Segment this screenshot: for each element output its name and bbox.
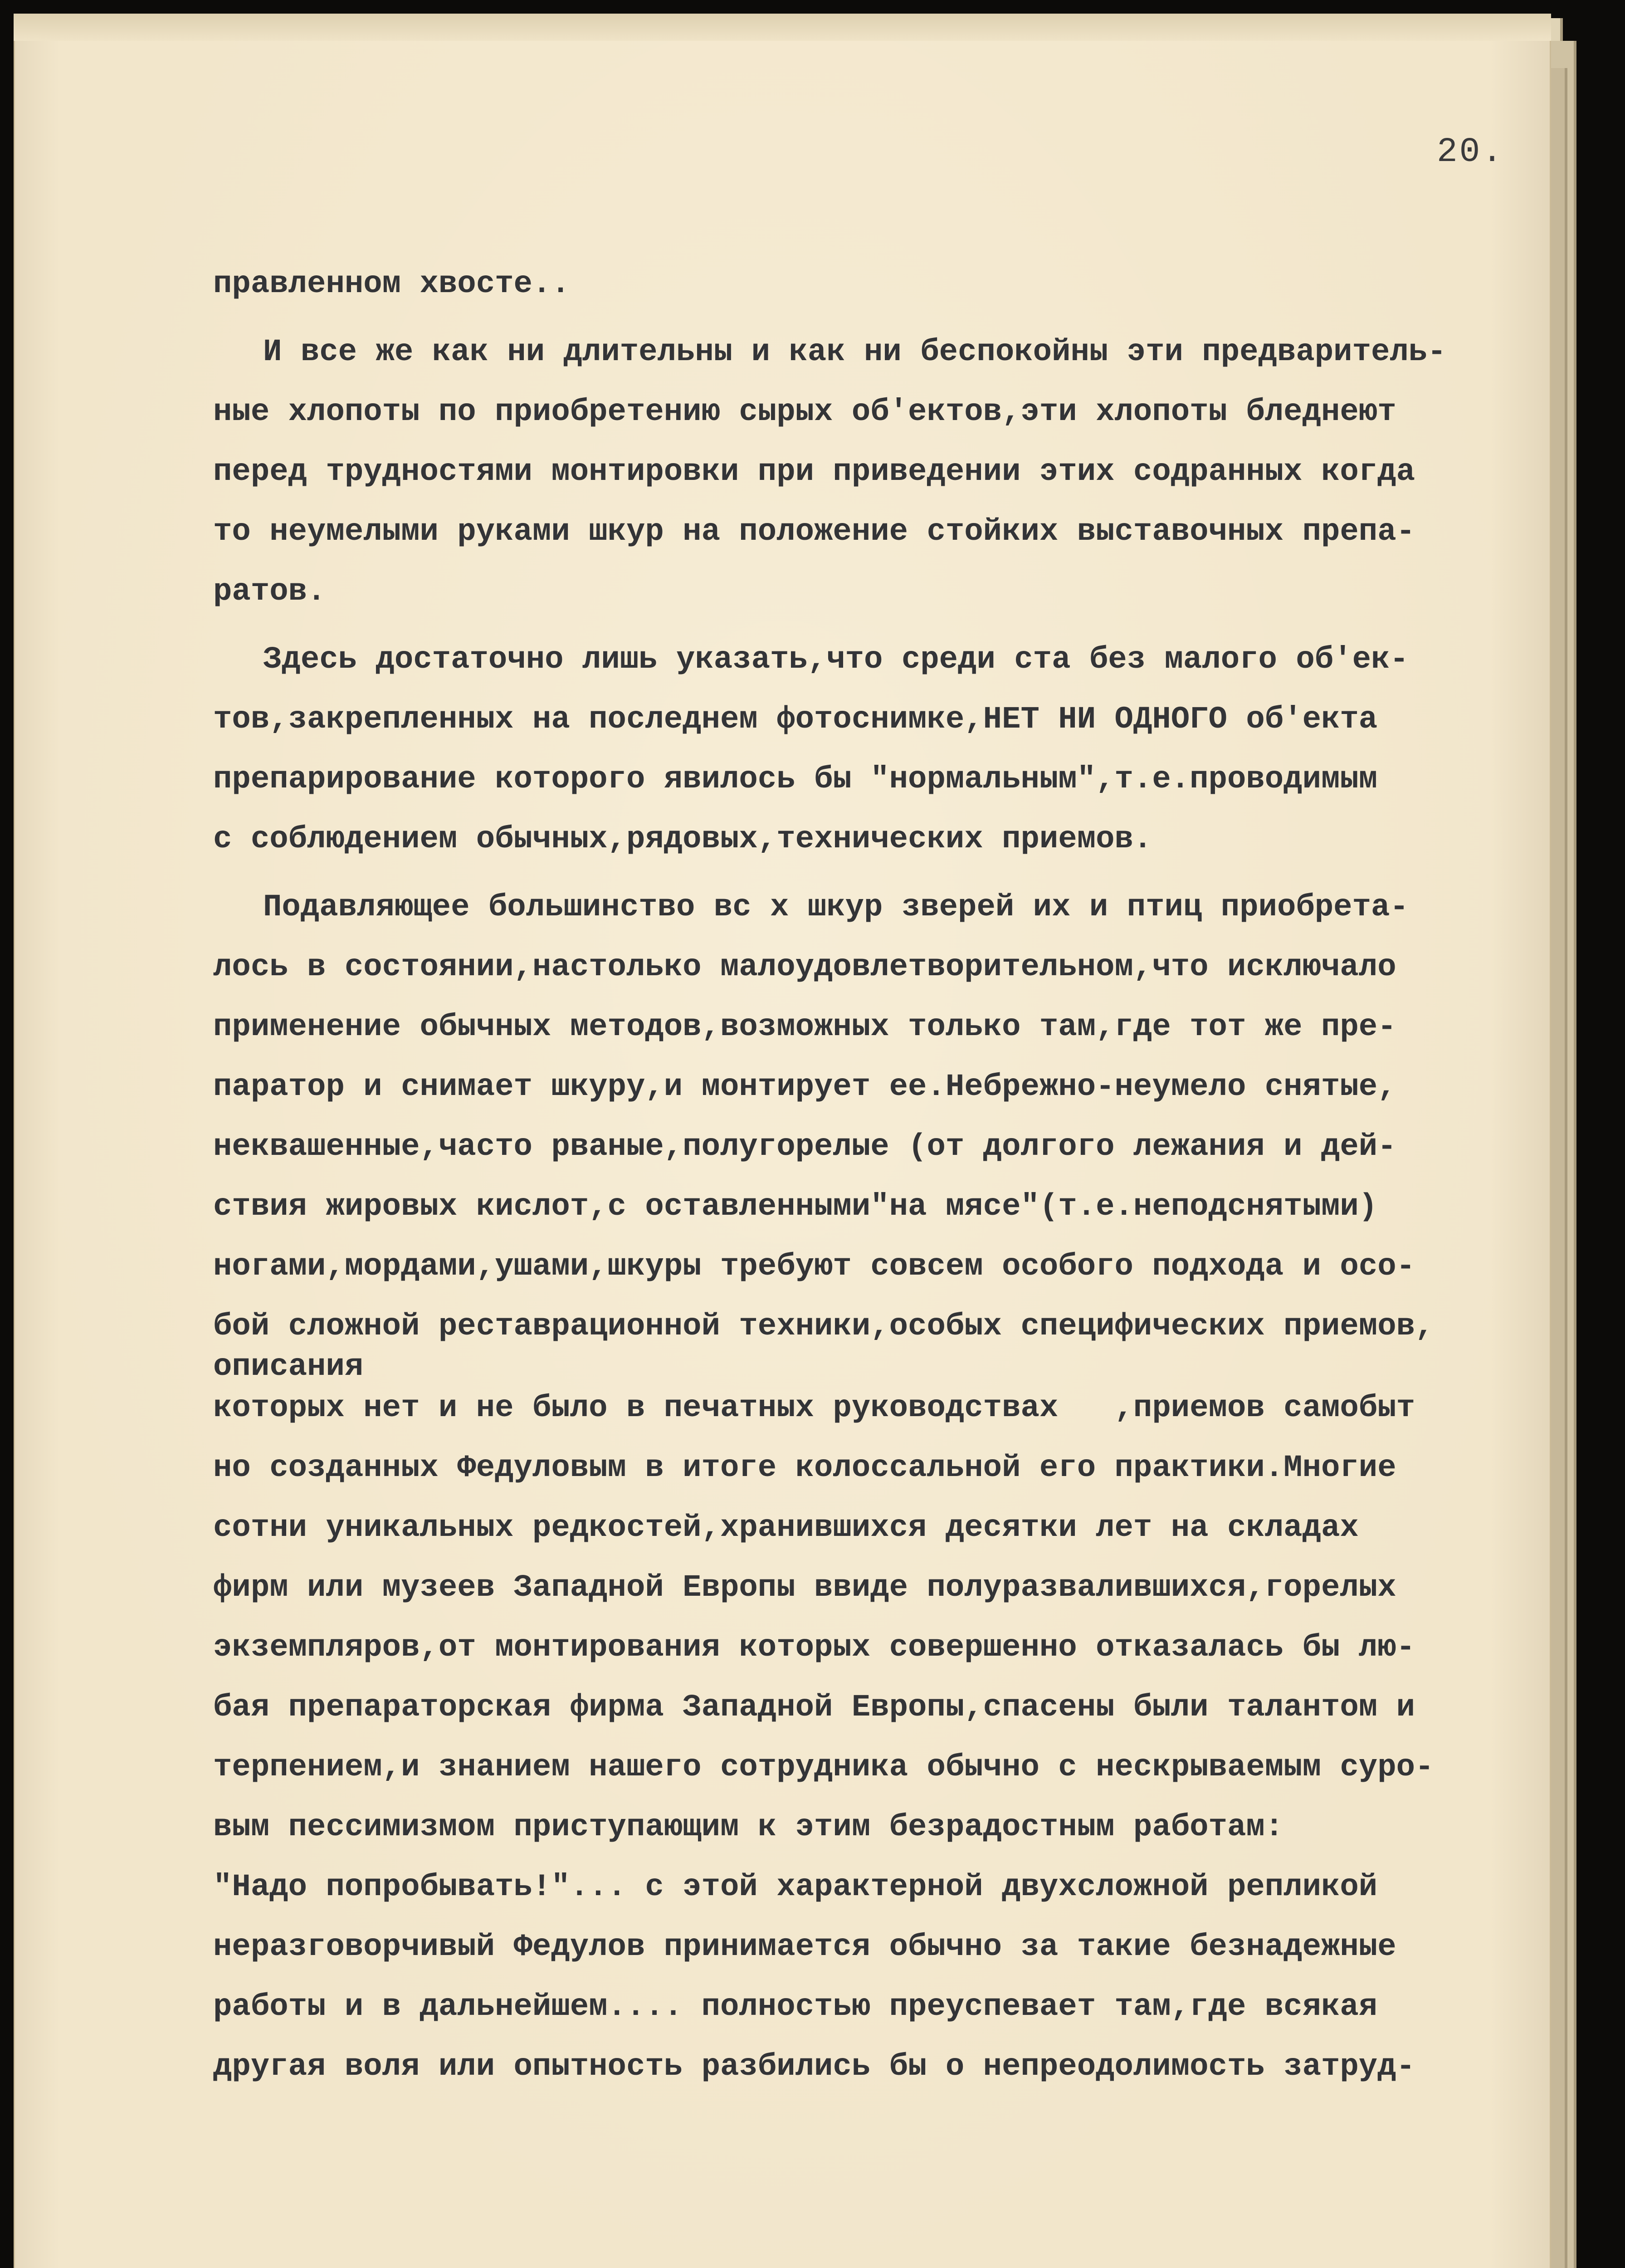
text-line: препарирование которого явилось бы "нормальным",т.е.проводимым bbox=[213, 762, 1378, 797]
text-line: бая препараторская фирма Западной Европы,спасены были талантом и bbox=[213, 1690, 1415, 1725]
text-line: применение обычных методов,возможных только там,где тот же пре- bbox=[213, 1009, 1396, 1045]
text-line: которых нет и не было в печатных руководствах ,приемов самобыт bbox=[213, 1390, 1415, 1426]
text-line: перед трудностями монтировки при приведении этих содранных когда bbox=[213, 454, 1415, 489]
text-line: другая воля или опытность разбились бы о непреодолимость затруд- bbox=[213, 2049, 1415, 2084]
text-line: ствия жировых кислот,с оставленными"на мясе"(т.е.неподснятыми) bbox=[213, 1189, 1378, 1224]
text-line: но созданных Федуловым в итоге колоссальной его практики.Многие bbox=[213, 1450, 1396, 1486]
text-line: тов,закрепленных на последнем фотоснимке,НЕТ НИ ОДНОГО об'екта bbox=[213, 702, 1378, 737]
text-line: лось в состоянии,настолько малоудовлетворительном,что исключало bbox=[213, 949, 1396, 985]
text-line: терпением,и знанием нашего сотрудника обычно с нескрываемым суро- bbox=[213, 1750, 1434, 1785]
text-line: работы и в дальнейшем.... полностью преуспевает там,где всякая bbox=[213, 1989, 1378, 2024]
text-line: с соблюдением обычных,рядовых,технических приемов. bbox=[213, 821, 1152, 857]
text-line: бой сложной реставрационной техники,особых специфических приемов, bbox=[213, 1309, 1434, 1344]
text-line: то неумелыми руками шкур на положение стойких выставочных препа- bbox=[213, 514, 1415, 549]
text-line: правленном хвосте.. bbox=[213, 266, 570, 302]
text-line: сотни уникальных редкостей,хранившихся десятки лет на складах bbox=[213, 1510, 1359, 1545]
text-line: неквашенные,часто рваные,полугорелые (от долгого лежания и дей- bbox=[213, 1129, 1396, 1164]
page-number: 20. bbox=[1437, 132, 1504, 171]
text-line: "Надо попробывать!"... с этой характерной двухсложной репликой bbox=[213, 1869, 1378, 1905]
text-line: ногами,мордами,ушами,шкуры требуют совсем особого подхода и осо- bbox=[213, 1249, 1415, 1284]
page-top-fold bbox=[14, 14, 1551, 41]
text-line: фирм или музеев Западной Европы ввиде полуразвалившихся,горелых bbox=[213, 1570, 1396, 1605]
text-line: вым пессимизмом приступающим к этим безрадостным работам: bbox=[213, 1809, 1284, 1845]
text-line: Здесь достаточно лишь указать,что среди ста без малого об'ек- bbox=[263, 642, 1409, 677]
page-body-text bbox=[213, 254, 1528, 2097]
text-line: Подавляющее большинство вс х шкур зверей их и птиц приобрета- bbox=[263, 890, 1409, 925]
inserted-text-line: описания bbox=[213, 1349, 364, 1384]
text-line: неразговорчивый Федулов принимается обычно за такие безнадежные bbox=[213, 1929, 1396, 1965]
text-line: экземпляров,от монтирования которых совершенно отказалась бы лю- bbox=[213, 1630, 1415, 1665]
text-line: ные хлопоты по приобретению сырых об'ектов,эти хлопоты бледнеют bbox=[213, 394, 1396, 430]
text-line: паратор и снимает шкуру,и монтирует ее.Небрежно-неумело снятые, bbox=[213, 1069, 1396, 1105]
text-line: И все же как ни длительны и как ни беспокойны эти предваритель- bbox=[263, 334, 1446, 370]
text-line: ратов. bbox=[213, 574, 326, 609]
